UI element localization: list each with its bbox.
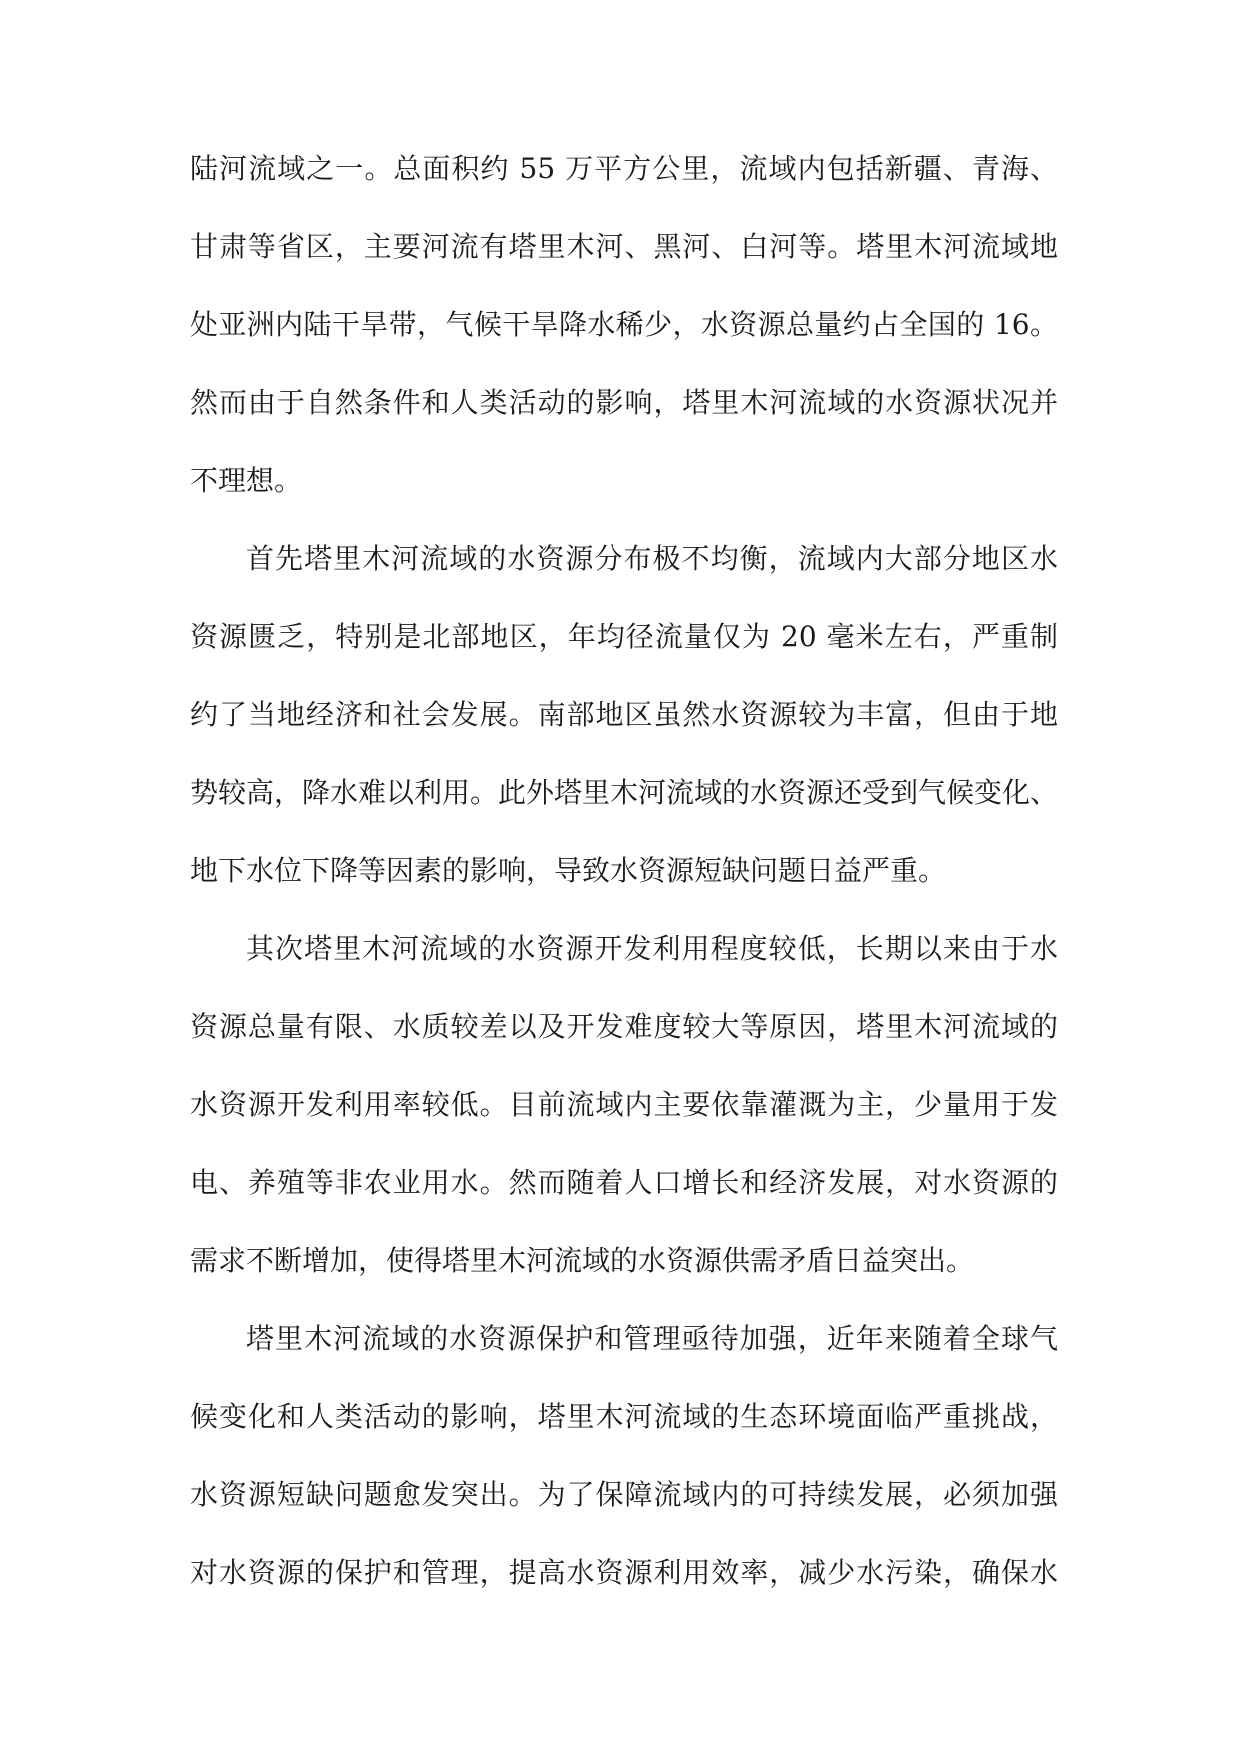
text-line: 塔里木河流域的水资源保护和管理亟待加强，近年来随着全球气: [246, 1322, 1058, 1355]
body-text: [190, 130, 1058, 1612]
text-line: 陆河流域之一。总面积约 55 万平方公里，流域内包括新疆、青海、: [190, 152, 1058, 185]
text-line: 资源匮乏，特别是北部地区，年均径流量仅为 20 毫米左右，严重制: [190, 620, 1058, 653]
text-line: 水资源开发利用率较低。目前流域内主要依靠灌溉为主，少量用于发: [190, 1088, 1058, 1121]
text-line: 势较高，降水难以利用。此外塔里木河流域的水资源还受到气候变化、: [190, 776, 1059, 809]
text-line: 约了当地经济和社会发展。南部地区虽然水资源较为丰富，但由于地: [190, 698, 1058, 731]
text-line: 处亚洲内陆干旱带，气候干旱降水稀少，水资源总量约占全国的 16。: [190, 308, 1058, 341]
text-line: 甘肃等省区，主要河流有塔里木河、黑河、白河等。塔里木河流域地: [190, 230, 1058, 263]
text-line: 地下水位下降等因素的影响，导致水资源短缺问题日益严重。: [190, 854, 947, 887]
text-line: 资源总量有限、水质较差以及开发难度较大等原因，塔里木河流域的: [190, 1010, 1058, 1043]
text-line: 需求不断增加，使得塔里木河流域的水资源供需矛盾日益突出。: [190, 1244, 975, 1277]
text-line: 然而由于自然条件和人类活动的影响，塔里木河流域的水资源状况并: [190, 386, 1058, 419]
text-line: 其次塔里木河流域的水资源开发利用程度较低，长期以来由于水: [246, 932, 1058, 965]
text-line: 对水资源的保护和管理，提高水资源利用效率，减少水污染，确保水: [190, 1556, 1058, 1589]
text-line: 不理想。: [190, 464, 303, 497]
paragraph: [190, 520, 1058, 910]
text-line: 电、养殖等非农业用水。然而随着人口增长和经济发展，对水资源的: [190, 1166, 1058, 1199]
paragraph: [190, 130, 1058, 520]
paragraph: [190, 1300, 1058, 1612]
text-line: 首先塔里木河流域的水资源分布极不均衡，流域内大部分地区水: [246, 542, 1058, 575]
paragraph: [190, 910, 1058, 1300]
text-line: 候变化和人类活动的影响，塔里木河流域的生态环境面临严重挑战，: [190, 1400, 1058, 1433]
text-line: 水资源短缺问题愈发突出。为了保障流域内的可持续发展，必须加强: [190, 1478, 1058, 1511]
